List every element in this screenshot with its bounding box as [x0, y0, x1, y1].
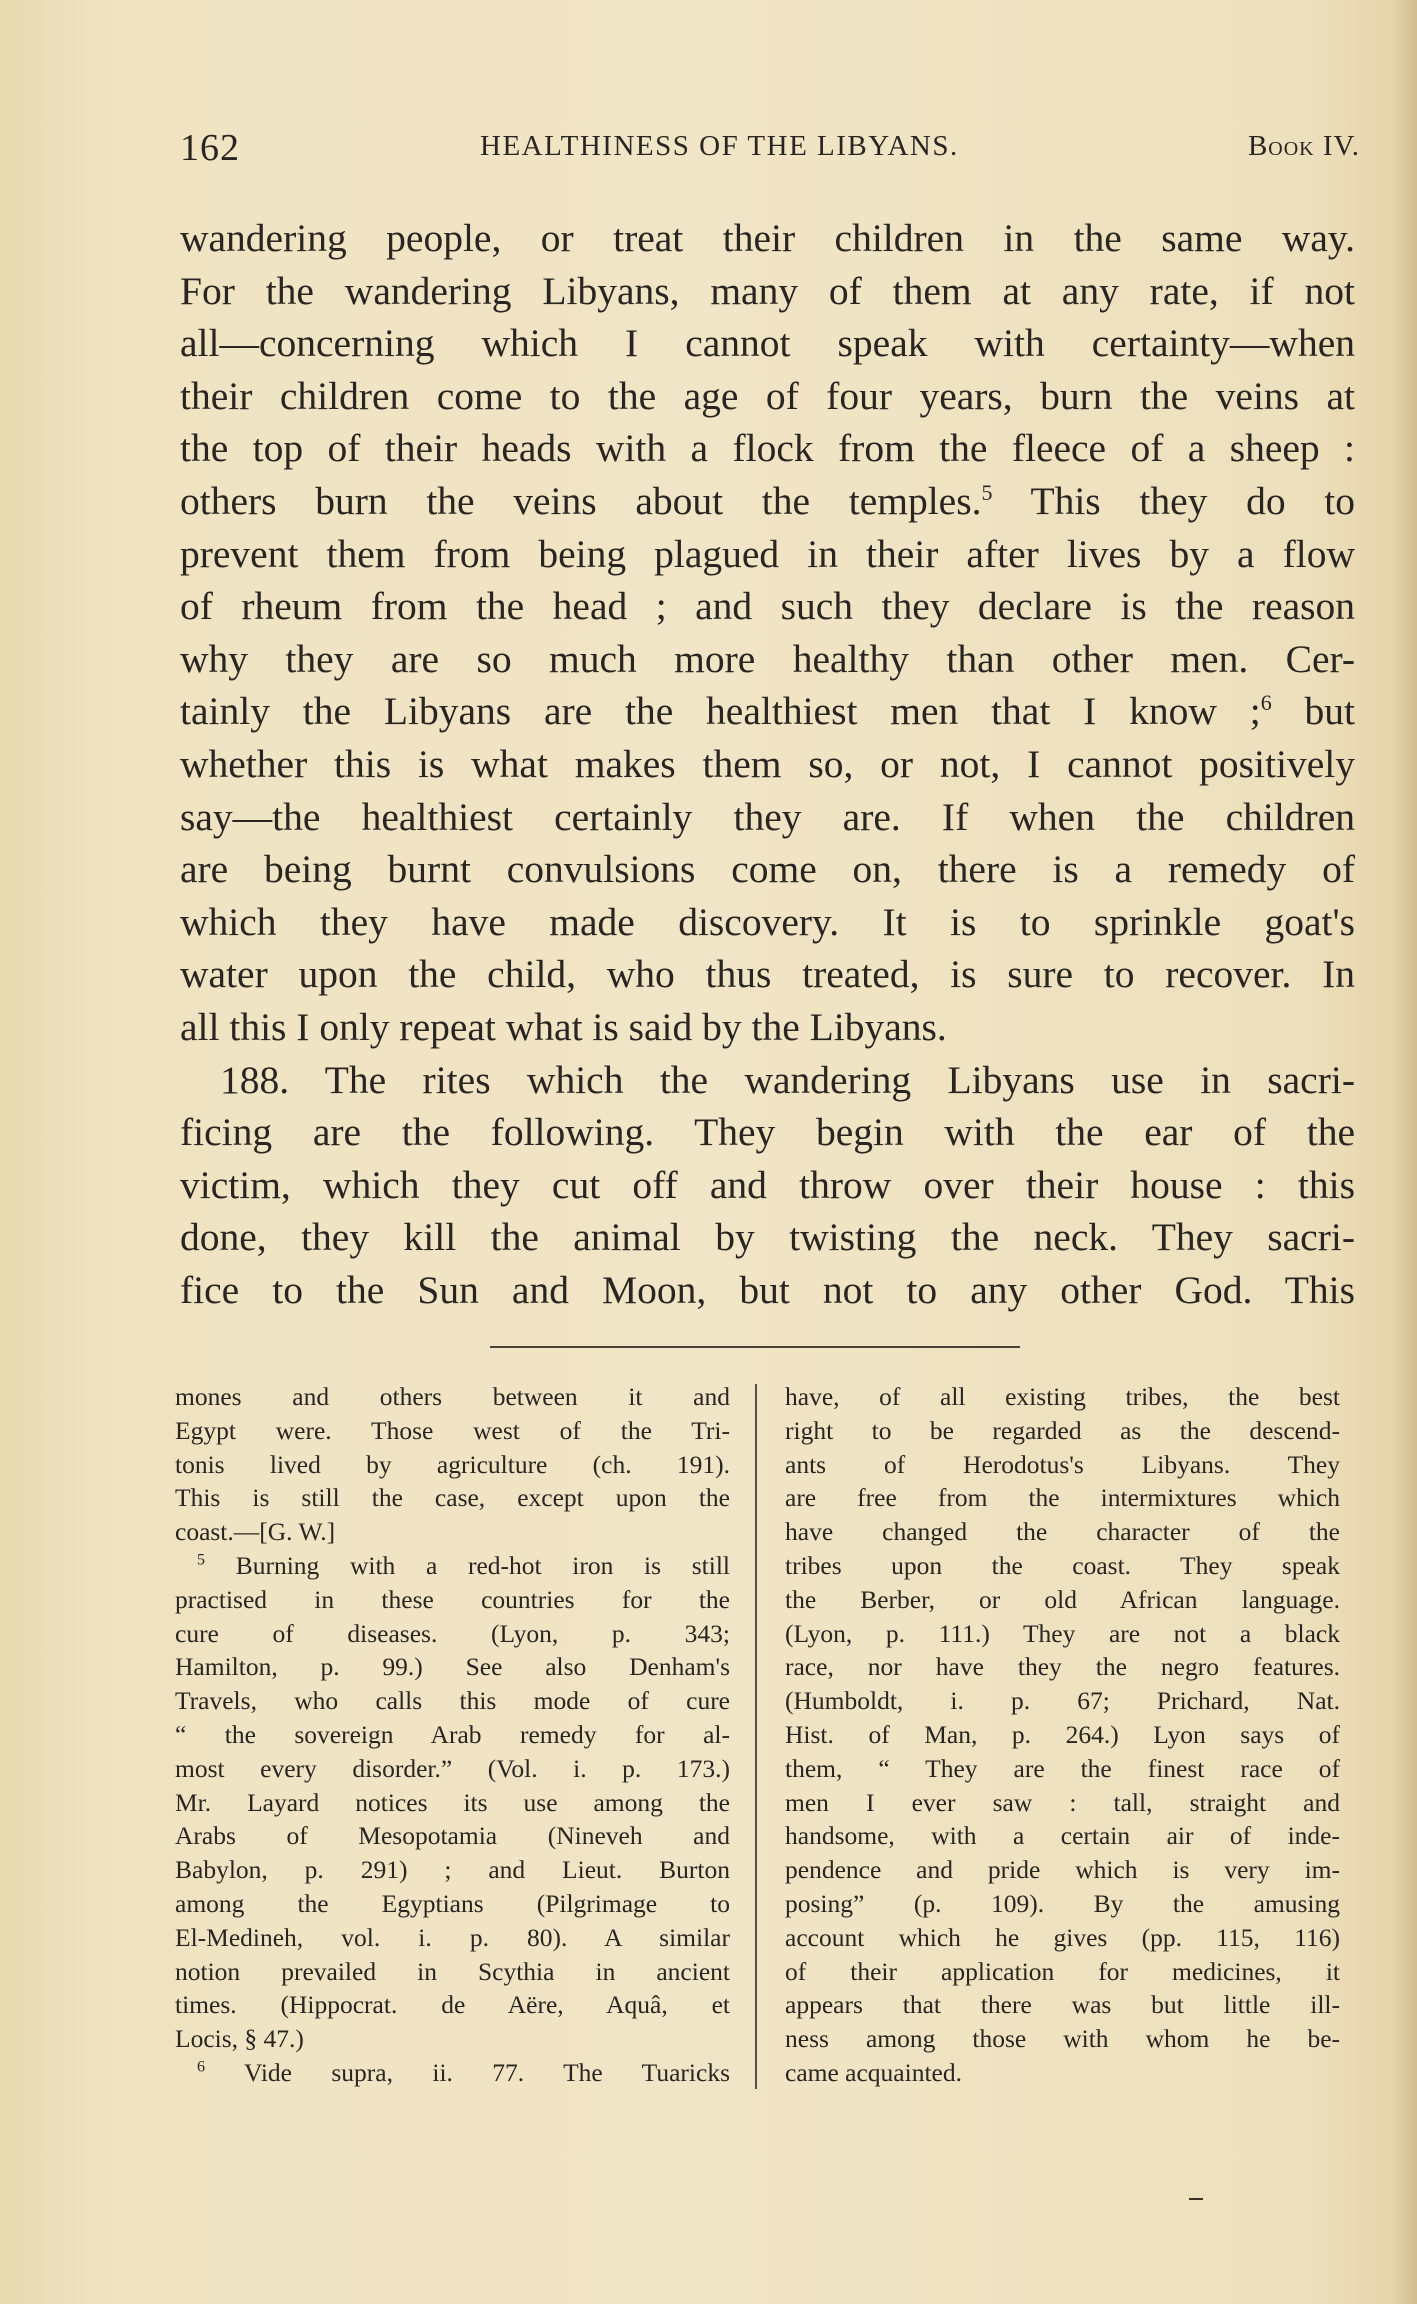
main-text-line: wandering people, or treat their children in the same way.: [180, 216, 1355, 260]
running-head: [180, 126, 1360, 172]
footnote-line: account which he gives (pp. 115, 116): [785, 1922, 1340, 1952]
main-text-line: say—the healthiest certainly they are. If when the children: [180, 794, 1355, 839]
footnote-line: (Lyon, p. 111.) They are not a black: [785, 1618, 1340, 1648]
page-edge-shadow: [1391, 0, 1417, 2304]
footnote-5-start: [175, 1549, 730, 1583]
footnote-line: Arabs of Mesopotamia (Nineveh and: [175, 1821, 730, 1851]
footnote-marker-6: 6: [197, 2058, 205, 2076]
footnote-line: of their application for medicines, it: [785, 1956, 1340, 1986]
footnote-line: tribes upon the coast. They speak: [785, 1550, 1340, 1580]
footnote-ref-6: 6: [1260, 690, 1272, 716]
footnote-line: have, of all existing tribes, the best: [785, 1382, 1340, 1411]
footnote-6-start: [175, 2056, 730, 2090]
footnote-ref-5: 5: [981, 479, 993, 505]
main-text-line: why they are so much more healthy than other men. Cer-: [180, 636, 1355, 681]
footnote-line: ants of Herodotus's Libyans. They: [785, 1449, 1340, 1479]
main-text-line: victim, which they cut off and throw over their house : this: [180, 1162, 1355, 1207]
footnote-line: practised in these countries for the: [175, 1584, 730, 1614]
footnote-line: cure of diseases. (Lyon, p. 343;: [175, 1618, 730, 1648]
main-text-line: whether this is what makes them so, or not, I cannot positively: [180, 741, 1355, 786]
running-title: HEALTHINESS OF THE LIBYANS.: [480, 130, 959, 162]
main-text-line-with-footnote-5: [180, 475, 1355, 528]
footnote-line: appears that there was but little ill-: [785, 1990, 1340, 2020]
footnote-text: Vide supra, ii. 77. The Tuaricks: [243, 2057, 730, 2087]
footnote-line: Hist. of Man, p. 264.) Lyon says of: [785, 1719, 1340, 1749]
footnote-line: Mr. Layard notices its use among the: [175, 1787, 730, 1817]
main-text-line: water upon the child, who thus treated, is sure to recover. In: [180, 952, 1355, 997]
main-text-line: fice to the Sun and Moon, but not to any other God. This: [180, 1267, 1355, 1312]
footnote-line: handsome, with a certain air of inde-: [785, 1821, 1340, 1851]
footnote-line: came acquainted.: [785, 2057, 962, 2087]
footnote-separator-rule: [490, 1346, 1020, 1348]
footnote-line: ness among those with whom he be-: [785, 2024, 1340, 2054]
main-text-segment: This they do to: [1030, 478, 1355, 523]
footnote-line: men I ever saw : tall, straight and: [785, 1787, 1340, 1817]
footnote-column-right: [785, 1380, 1340, 2090]
footnote-column-divider: [755, 1384, 757, 2089]
footnote-line: among the Egyptians (Pilgrimage to: [175, 1888, 730, 1918]
stray-print-mark: [1189, 2198, 1203, 2200]
footnote-line: This is still the case, except upon the: [175, 1483, 730, 1513]
footnote-line: “ the sovereign Arab remedy for al-: [175, 1719, 730, 1749]
footnote-line: posing” (p. 109). By the amusing: [785, 1888, 1340, 1918]
main-text-line: their children come to the age of four years, burn the veins at: [180, 373, 1355, 418]
footnotes-area: [175, 1380, 1340, 2100]
footnote-line: most every disorder.” (Vol. i. p. 173.): [175, 1753, 730, 1783]
footnote-line: (Humboldt, i. p. 67; Prichard, Nat.: [785, 1686, 1340, 1716]
footnote-line: El-Medineh, vol. i. p. 80). A similar: [175, 1922, 730, 1952]
footnote-line: the Berber, or old African language.: [785, 1584, 1340, 1614]
main-text-line: which they have made discovery. It is to sprinkle goat's: [180, 899, 1355, 944]
footnote-line: tonis lived by agriculture (ch. 191).: [175, 1449, 730, 1479]
main-text-line-with-footnote-6: [180, 685, 1355, 738]
main-text-line: prevent them from being plagued in their after lives by a flow: [180, 531, 1355, 576]
main-text-segment: others burn the veins about the temples.: [180, 478, 982, 523]
main-text-line: are being burnt convulsions come on, there is a remedy of: [180, 847, 1355, 892]
footnote-line: race, nor have they the negro features.: [785, 1652, 1340, 1682]
main-text-line: all this I only repeat what is said by the Libyans.: [180, 1004, 947, 1049]
footnote-line: have changed the character of the: [785, 1517, 1340, 1547]
main-text-line-section-188: 188. The rites which the wandering Libyans use in sacri-: [220, 1057, 1355, 1102]
footnote-marker-5: 5: [197, 1551, 205, 1569]
footnote-line: mones and others between it and: [175, 1382, 730, 1411]
main-text-segment: tainly the Libyans are the healthiest men that I know ;: [180, 689, 1261, 734]
main-text-line: the top of their heads with a flock from the fleece of a sheep :: [180, 426, 1355, 471]
main-text-line: all—concerning which I cannot speak with certainty—when: [180, 321, 1355, 366]
main-text-line: For the wandering Libyans, many of them at any rate, if not: [180, 268, 1355, 313]
main-text-line: done, they kill the animal by twisting the neck. They sacri-: [180, 1215, 1355, 1260]
footnote-line: Babylon, p. 291) ; and Lieut. Burton: [175, 1855, 730, 1885]
footnote-line: pendence and pride which is very im-: [785, 1855, 1340, 1885]
footnote-line: coast.—[G. W.]: [175, 1517, 336, 1547]
book-label: Book IV.: [1247, 130, 1360, 162]
footnote-line: Travels, who calls this mode of cure: [175, 1686, 730, 1716]
main-text-segment: but: [1304, 689, 1355, 734]
footnote-line: Egypt were. Those west of the Tri-: [175, 1415, 730, 1445]
footnote-text: Burning with a red-hot iron is still: [235, 1550, 730, 1580]
footnote-line: them, “ They are the finest race of: [785, 1753, 1340, 1783]
footnote-line: Hamilton, p. 99.) See also Denham's: [175, 1652, 730, 1682]
page-number: 162: [180, 127, 240, 169]
footnote-line: right to be regarded as the descend-: [785, 1415, 1340, 1445]
footnote-line: are free from the intermixtures which: [785, 1483, 1340, 1513]
footnote-line: times. (Hippocrat. de Aëre, Aquâ, et: [175, 1990, 730, 2020]
main-text-line: ficing are the following. They begin with the ear of the: [180, 1110, 1355, 1155]
main-text-line: of rheum from the head ; and such they declare is the reason: [180, 584, 1355, 629]
footnote-line: Locis, § 47.): [175, 2024, 304, 2054]
footnote-column-left: [175, 1380, 730, 2090]
footnote-line: notion prevailed in Scythia in ancient: [175, 1956, 730, 1986]
main-text-block: [180, 212, 1355, 1316]
